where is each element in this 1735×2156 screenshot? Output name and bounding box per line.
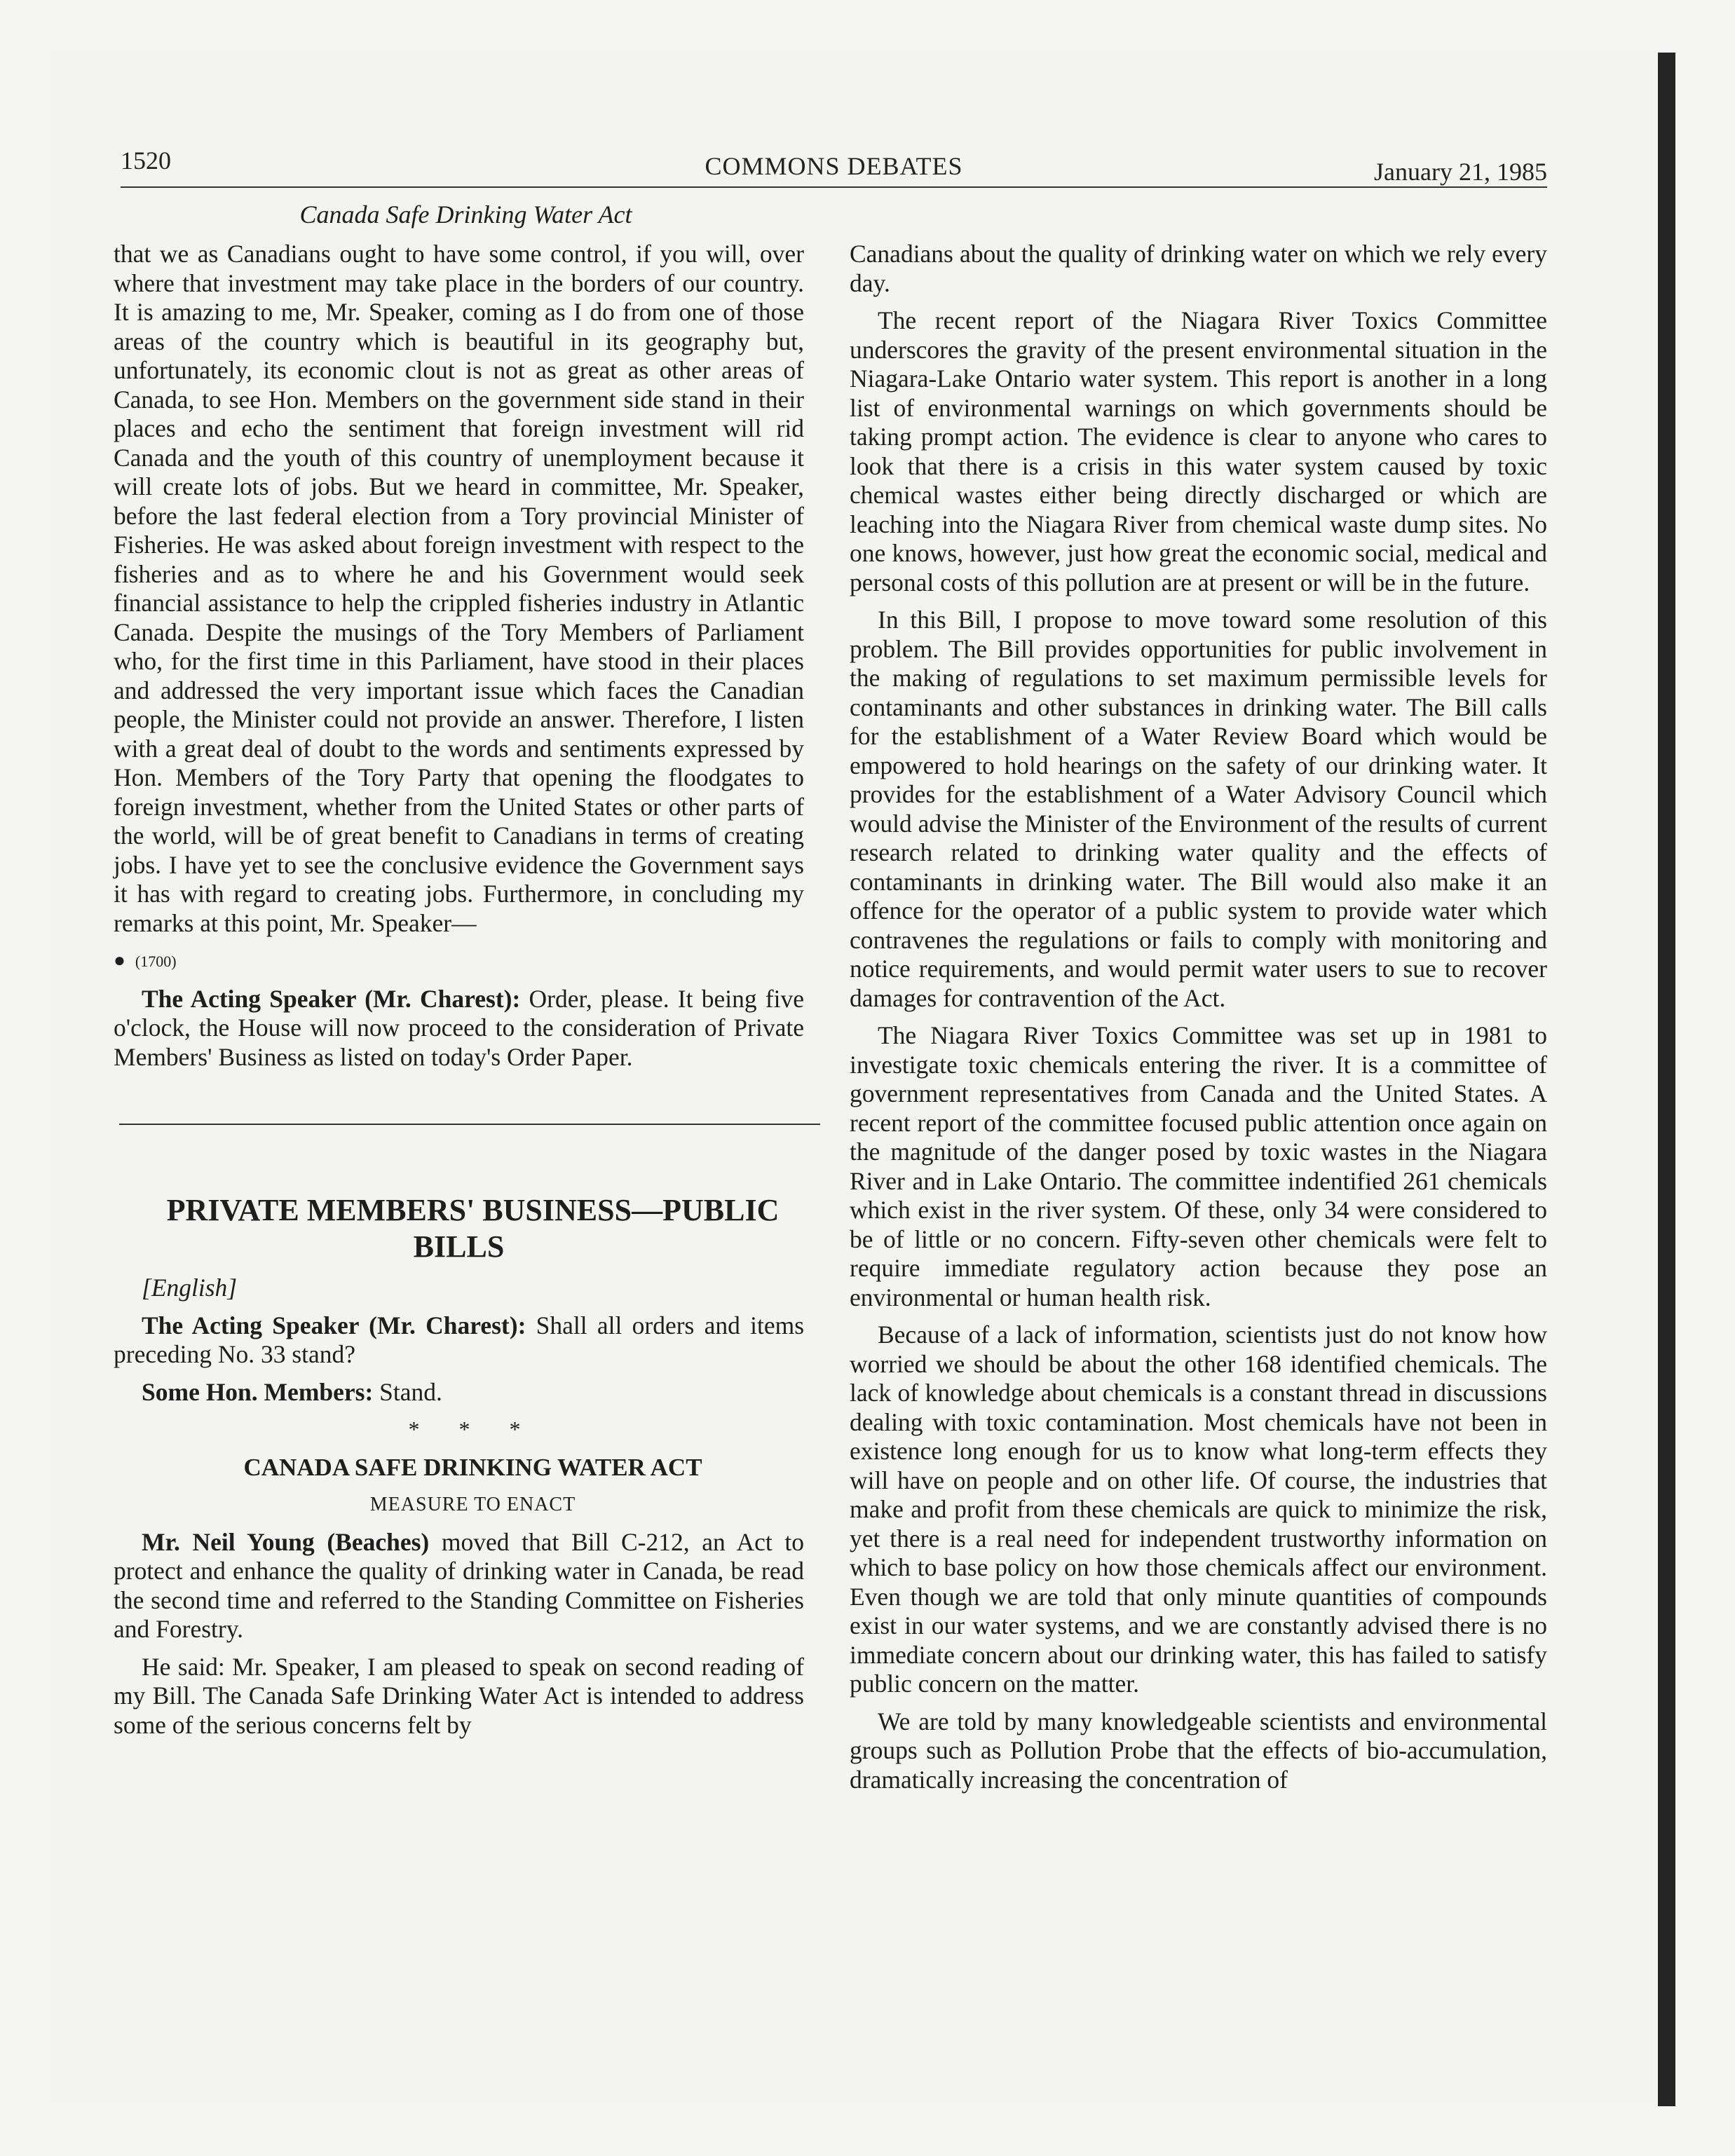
- left-column: [114, 240, 804, 1748]
- part-title: PRIVATE MEMBERS' BUSINESS—PUBLIC BILLS: [166, 1193, 780, 1264]
- issue-date: January 21, 1985: [1374, 158, 1547, 186]
- speaker-name: The Acting Speaker (Mr. Charest):: [142, 1311, 526, 1339]
- speaker-name: Mr. Neil Young (Beaches): [142, 1527, 430, 1556]
- paragraph: [114, 1528, 804, 1644]
- paragraph: Canadians about the quality of drinking water on which we rely every day.: [850, 240, 1547, 297]
- time-marker-text: (1700): [135, 953, 177, 970]
- paragraph: [114, 1378, 804, 1407]
- speaker-name: The Acting Speaker (Mr. Charest):: [142, 984, 521, 1013]
- section-separator: * * *: [408, 1417, 538, 1442]
- bill-subtitle: MEASURE TO ENACT: [369, 1494, 576, 1515]
- bullet-icon: ●: [114, 950, 125, 971]
- right-column: [850, 240, 1547, 1803]
- speech-text: moved that Bill C-212, an Act to protect and enhance the quality of drinking water in Canada, be read the second time and referred to the Standing Committee on Fisheries and Forestry.: [114, 1527, 804, 1643]
- bill-title: CANADA SAFE DRINKING WATER ACT: [243, 1453, 702, 1481]
- paragraph: [114, 985, 804, 1072]
- paragraph: Because of a lack of information, scientists just do not know how worried we should be about the other 168 identified chemicals. The lack of knowledge about chemicals is a constant thread in discussions dealing with toxic contamination. Most chemicals have not been in existence long enough for us to know what long-term effects they will have on people and on other life. Of course, the industries that make and profit from these chemicals are quick to minimize the risk, yet there is a real need for independent trustworthy information on which to base policy on how those chemicals affect our environment. Even though we are told that only minute quantities of compounds exist in our water systems, and we are constantly advised there is no immediate concern about our drinking water, this has failed to satisfy public concern on the matter.: [850, 1321, 1547, 1698]
- paragraph: He said: Mr. Speaker, I am pleased to speak on second reading of my Bill. The Canada Safe Drinking Water Act is intended to address some of the serious concerns felt by: [114, 1652, 804, 1739]
- page-number: 1520: [121, 146, 171, 175]
- divider: [119, 1124, 820, 1125]
- paragraph: The Niagara River Toxics Committee was set up in 1981 to investigate toxic chemicals entering the river. It is a committee of government representatives from Canada and the United States. A recent report of the committee focused public attention once again on the magnitude of the danger posed by toxic wastes in the Niagara River and in Lake Ontario. The committee indentified 261 chemicals which exist in the river system. Of these, only 34 were considered to be of little or no concern. Fifty-seven other chemicals were felt to require immediate regulatory action because they pose an environmental or human health risk.: [850, 1021, 1547, 1311]
- scan-edge-bar: [1658, 53, 1675, 2106]
- paragraph: The recent report of the Niagara River Toxics Committee underscores the gravity of the present environmental situation in the Niagara-Lake Ontario water system. This report is another in a long list of environmental warnings on which governments should be taking prompt action. The evidence is clear to anyone who cares to look that there is a crisis in this water system caused by toxic chemical wastes either being directly discharged or which are leaching into the Niagara River from chemical waste dump sites. No one knows, however, just how great the economic social, medical and personal costs of this pollution are at present or will be in the future.: [850, 306, 1547, 596]
- running-header: [121, 144, 1547, 188]
- speech-text: Order, please. It being five o'clock, the House will now proceed to the consideration of Private Members' Business as listed on today's Order Paper.: [114, 984, 804, 1071]
- paragraph: that we as Canadians ought to have some control, if you will, over where that investment may take place in the borders of our country. It is amazing to me, Mr. Speaker, coming as I do from one of those areas of the country which is beautiful in its geography but, unfortunately, its economic clout is not as great as other areas of Canada, to see Hon. Members on the government side stand in their places and echo the sentiment that foreign investment will rid Canada and the youth of this country of unemployment because it will create lots of jobs. But we heard in committee, Mr. Speaker, before the last federal election from a Tory provincial Minister of Fisheries. He was asked about foreign investment with respect to the fisheries and as to where he and his Government would seek financial assistance to help the crippled fisheries industry in Atlantic Canada. Despite the musings of the Tory Members of Parliament who, for the first time in this Parliament, have stood in their places and addressed the very important issue which faces the Canadian people, the Minister could not provide an answer. Therefore, I listen with a great deal of doubt to the words and sentiments expressed by Hon. Members of the Tory Party that opening the floodgates to foreign investment, whether from the United States or other parts of the world, will be of great benefit to Canadians in terms of creating jobs. I have yet to see the conclusive evidence the Government says it has with regard to creating jobs. Furthermore, in concluding my remarks at this point, Mr. Speaker—: [114, 240, 804, 937]
- speech-text: Stand.: [373, 1377, 442, 1406]
- paragraph: We are told by many knowledgeable scientists and environmental groups such as Pollution Probe that the effects of bio-accumulation, dramatically increasing the concentration of: [850, 1707, 1547, 1794]
- speaker-name: Some Hon. Members:: [142, 1377, 374, 1406]
- paragraph: [114, 1311, 804, 1370]
- journal-title: COMMONS DEBATES: [705, 152, 963, 180]
- language-tag: [English]: [142, 1274, 238, 1302]
- speech-text: Shall all orders and items preceding No. 33 stand?: [114, 1311, 805, 1368]
- time-marker: [114, 946, 804, 976]
- paragraph: In this Bill, I propose to move toward some resolution of this problem. The Bill provides opportunities for public involvement in the making of regulations to set maximum permissible levels for contaminants and other substances in drinking water. The Bill calls for the establishment of a Water Review Board which would be empowered to hold hearings on the safety of our drinking water. It provides for the establishment of a Water Advisory Council which would advise the Minister of the Environment of the results of current research related to drinking water quality and the effects of contaminants in drinking water. The Bill would also make it an offence for the operator of a public system to provide water which contravenes the regulations or fails to comply with monitoring and notice requirements, and would permit water users to sue to recover damages for contravention of the Act.: [850, 606, 1547, 1012]
- section-heading: Canada Safe Drinking Water Act: [299, 200, 632, 228]
